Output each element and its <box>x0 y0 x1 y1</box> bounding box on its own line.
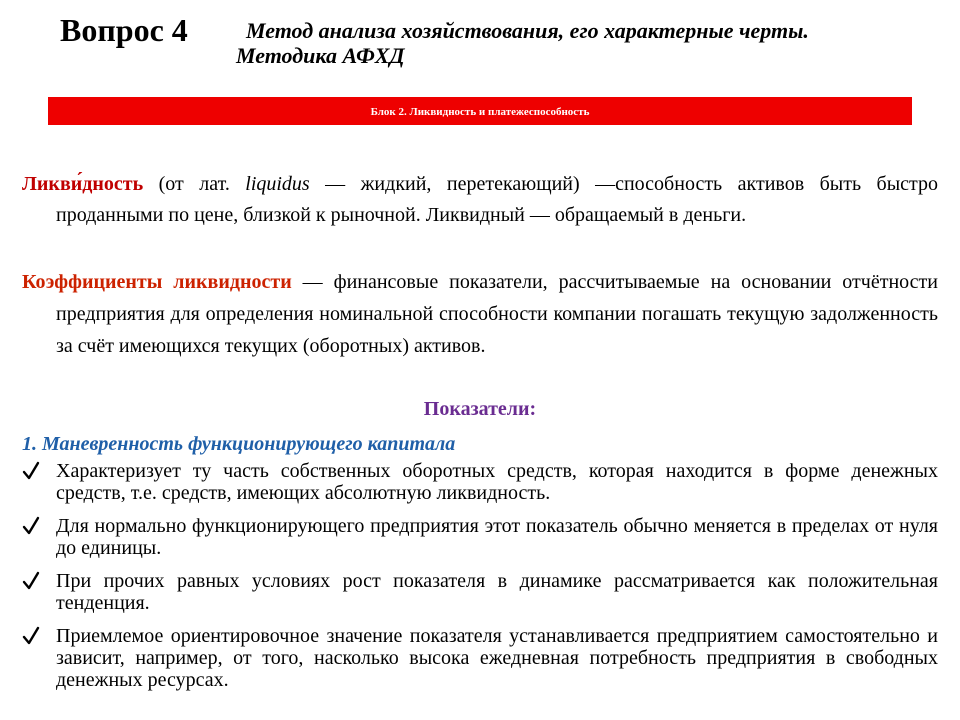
latin-word: liquidus <box>245 173 310 195</box>
banner-text: Блок 2. Ликвидность и платежеспособность <box>370 106 590 118</box>
slide-subtitle <box>236 18 809 68</box>
subtitle-line-1: Метод анализа хозяйствования, его характерные черты. <box>246 18 809 43</box>
bullet-text: Приемлемое ориентировочное значение показателя устанавливается предприятием самостоятельно и зависит, например, от того, насколько высока ежедневная потребность предприятия в свободных денежных ресурсах. <box>56 625 938 691</box>
checkmark-icon <box>22 516 40 536</box>
subtitle-line-2: Методика АФХД <box>236 43 405 68</box>
section-banner <box>48 97 912 125</box>
indicator-1-title: 1. Маневренность функционирующего капитала <box>22 433 456 455</box>
bullet-text: Характеризует ту часть собственных оборотных средств, которая находится в форме денежных средств, т.е. средств, имеющих абсолютную ликвидность. <box>56 460 938 504</box>
indicator-1-bullets <box>22 460 938 702</box>
liquidity-ratios-term: Коэффициенты ликвидности <box>22 271 292 293</box>
list-item <box>22 625 938 691</box>
liquidity-ratios-definition <box>22 266 938 362</box>
ratios-definition-text: — финансовые показатели, рассчитываемые на основании отчётности предприятия для определения номинальной способности компании погашать текущую задолженность за счёт имеющихся текущих (оборотных) активов. <box>56 271 938 357</box>
checkmark-icon <box>22 461 40 481</box>
bullet-text: Для нормально функционирующего предприятия этот показатель обычно меняется в пределах от нуля до единицы. <box>56 515 938 559</box>
list-item <box>22 460 938 504</box>
definition-text-a: (от лат. <box>143 173 246 195</box>
checkmark-icon <box>22 626 40 646</box>
checkmark-icon <box>22 571 40 591</box>
indicators-heading: Показатели: <box>423 398 537 420</box>
slide-title: Вопрос 4 <box>60 12 188 48</box>
liquidity-definition <box>22 169 938 231</box>
liquidity-term: Ликви́дность <box>22 173 144 195</box>
bullet-text: При прочих равных условиях рост показателя в динамике рассматривается как положительная тенденция. <box>56 570 938 614</box>
list-item <box>22 515 938 559</box>
definition-text-b: — жидкий, перетекающий) —способность активов быть быстро проданными по цене, близкой к рыночной. Ликвидный — обращаемый в деньги. <box>56 173 938 226</box>
list-item <box>22 570 938 614</box>
